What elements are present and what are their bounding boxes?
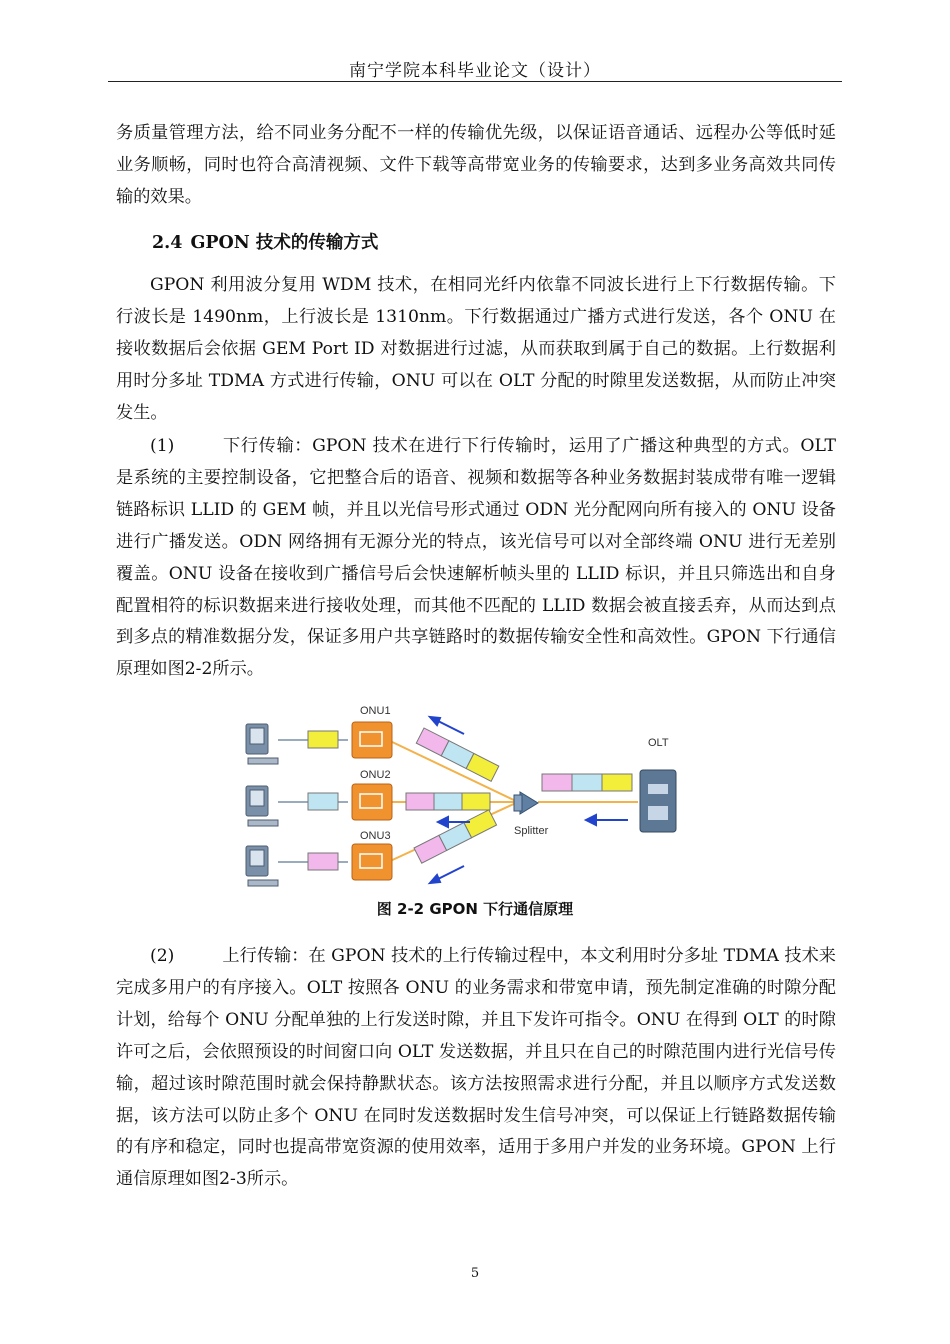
onu1-label: ONU1	[360, 705, 391, 717]
data-frame	[308, 731, 338, 748]
data-frame	[308, 853, 338, 870]
frame-train-olt	[542, 774, 632, 791]
olt-icon	[640, 770, 676, 832]
onu-icon	[352, 784, 392, 820]
section-title: GPON 技术的传输方式	[190, 233, 379, 253]
list-item-text: 下行传输：GPON 技术在进行下行传输时，运用了广播这种典型的方式。OLT 是系统的主要控制设备，它把整合后的语音、视频和数据等各种业务数据封装成带有唯一逻辑链路标识 LLID 的 GEM 帧，并且以光信号形式通过 ODN 光分配网向所有接入的 ONU 设备进行广播发送。ODN 网络拥有无源分光的特点，该光信号可以对全部终端 ONU 进行无差别覆盖。ONU 设备在接收到广播信号后会快速解析帧头里的 LLID 标识，并且只筛选出和自身配置相符的标识数据来进行接收处理，而其他不匹配的 LLID 数据会被直接丢弃，从而达到点到多点的精准数据分发，保证多用户共享链路时的数据传输安全性和高效性。GPON 下行通信原理如图2-2所示。	[116, 436, 836, 680]
onu3-label: ONU3	[360, 830, 391, 842]
section-heading	[152, 229, 378, 257]
list-item-number: (1)	[150, 436, 175, 456]
computer-icon	[246, 724, 278, 764]
list-item-number: (2)	[150, 946, 175, 966]
frame-train-lower	[414, 810, 497, 863]
page-number: 5	[470, 1266, 480, 1281]
page-header: 南宁学院本科毕业论文（设计）	[349, 61, 601, 81]
olt-label: OLT	[648, 737, 669, 749]
gpon-downstream-diagram	[238, 698, 688, 888]
splitter-icon	[514, 792, 538, 814]
paragraph-continued: 务质量管理方法，给不同业务分配不一样的传输优先级，以保证语音通话、远程办公等低时延业务顺畅，同时也符合高清视频、文件下载等高带宽业务的传输要求，达到多业务高效共同传输的效果。	[116, 123, 836, 207]
onu2-label: ONU2	[360, 769, 391, 781]
splitter-label: Splitter	[514, 825, 549, 837]
computer-icon	[246, 846, 278, 886]
figure-caption: 图 2-2 GPON 下行通信原理	[376, 900, 574, 918]
header-rule	[108, 81, 842, 82]
section-number: 2.4	[152, 233, 183, 253]
list-item-text: 上行传输：在 GPON 技术的上行传输过程中，本文利用时分多址 TDMA 技术来完成多用户的有序接入。OLT 按照各 ONU 的业务需求和带宽申请，预先制定准确的时隙分配计划，给每个 ONU 分配单独的上行发送时隙，并且下发许可指令。ONU 在得到 OLT 的时隙许可之后，会依照预设的时间窗口向 OLT 发送数据，并且只在自己的时隙范围内进行光信号传输，超过该时隙范围时就会保持静默状态。该方法按照需求进行分配，并且以顺序方式发送数据，该方法可以防止多个 ONU 在同时发送数据时发生信号冲突，可以保证上行链路数据传输的有序和稳定，同时也提高带宽资源的使用效率，适用于多用户并发的业务环境。GPON 上行通信原理如图2-3所示。	[116, 946, 836, 1190]
onu-icon	[352, 722, 392, 758]
frame-train-middle	[406, 793, 490, 810]
list-item-downstream	[116, 431, 836, 686]
list-item-upstream	[116, 941, 836, 1196]
computer-icon	[246, 786, 278, 826]
onu-icon	[352, 844, 392, 880]
paragraph-wdm: GPON 利用波分复用 WDM 技术，在相同光纤内依靠不同波长进行上下行数据传输。下行波长是 1490nm，上行波长是 1310nm。下行数据通过广播方式进行发送，各个 ONU 在接收数据后会依据 GEM Port ID 对数据进行过滤，从而获取到属于自己的数据。上行数据利用时分多址 TDMA 方式进行传输，ONU 可以在 OLT 分配的时隙里发送数据，从而防止冲突发生。	[116, 275, 836, 423]
data-frame	[308, 793, 338, 810]
